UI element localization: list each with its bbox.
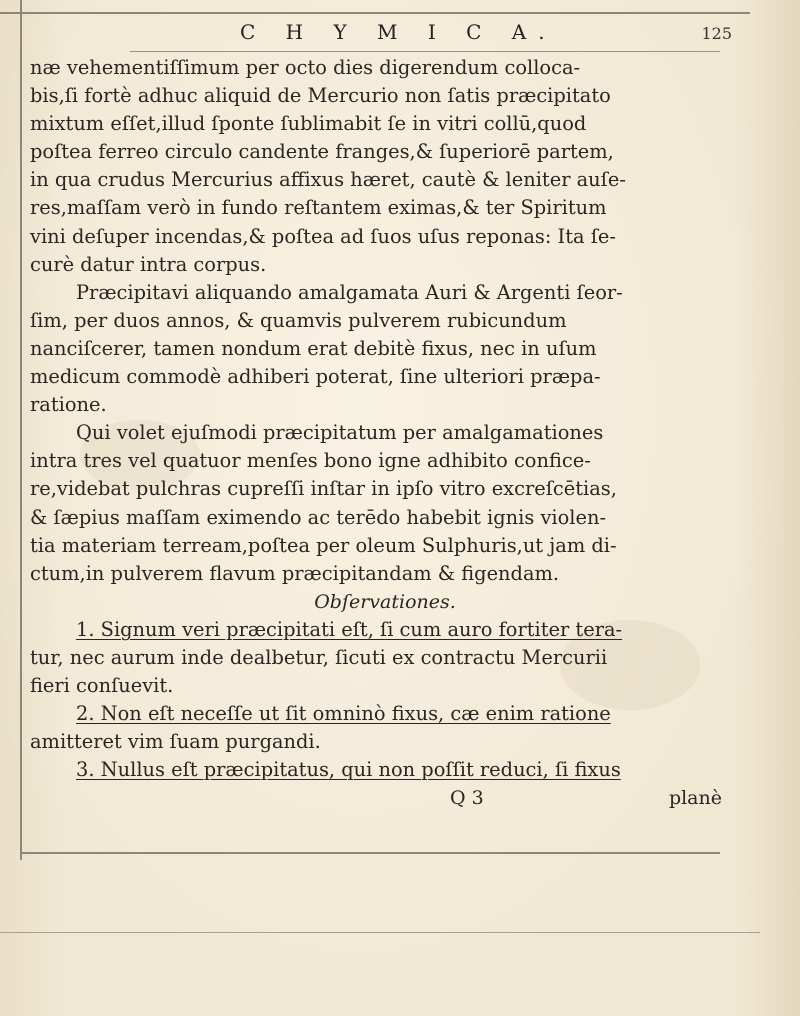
running-title: C H Y M I C A. <box>240 20 557 44</box>
text-line: intra tres vel quatuor menſes bono igne adhibito confice- <box>30 449 591 473</box>
left-border-rule <box>20 0 22 860</box>
text-line: res,maſſam verò in fundo reſtantem eximas,& ter Spiritum <box>30 196 607 220</box>
text-line: ratione. <box>30 393 107 417</box>
text-line: poſtea ferreo circulo candente franges,& ſuperiorē partem, <box>30 140 614 164</box>
text-line: 1. Signum veri præcipitati eſt, ſi cum auro fortiter tera- <box>76 617 623 641</box>
page-edge-line <box>0 932 760 933</box>
catchword: planè <box>668 787 722 810</box>
text-line: næ vehementiſſimum per octo dies digerendum colloca- <box>30 56 581 79</box>
bottom-border-rule <box>20 852 720 854</box>
footer-line <box>30 784 740 812</box>
text-line: vini deſuper incendas,& poſtea ad ſuos uſus reponas: Ita ſe- <box>30 224 616 248</box>
page-header <box>30 18 740 54</box>
observation-2 <box>30 700 740 756</box>
text-line: Qui volet ejuſmodi præcipitatum per amalgamationes <box>76 421 604 445</box>
text-line: bis,ſi fortè adhuc aliquid de Mercurio non ſatis præcipitato <box>30 84 611 108</box>
observation-1 <box>30 616 740 700</box>
top-border-rule <box>0 12 750 14</box>
paragraph-1 <box>30 54 740 279</box>
page-number: 125 <box>701 24 732 43</box>
text-line: ctum,in pulverem flavum præcipitandam & figendam. <box>30 561 560 585</box>
text-line: in qua crudus Mercurius affixus hæret, cautè & leniter auſe- <box>30 168 626 192</box>
text-line: mixtum eſſet,illud ſponte ſublimabit ſe in vitri collū,quod <box>30 112 587 136</box>
text-line: 2. Non eſt neceſſe ut ſit omninò fixus, cæ enim ratione <box>76 702 611 726</box>
paragraph-3 <box>30 419 740 588</box>
header-rule <box>130 51 720 52</box>
text-line: re,videbat pulchras cupreſſi inſtar in ipſo vitro excreſcētias, <box>30 477 617 501</box>
text-line: tur, nec aurum inde dealbetur, ſicuti ex contractu Mercurii <box>30 645 608 669</box>
text-line: curè datur intra corpus. <box>30 252 267 276</box>
text-line: fieri conſuevit. <box>30 674 174 698</box>
text-line: & ſæpius maſſam eximendo ac terēdo habebit ignis violen- <box>30 505 606 529</box>
paragraph-2 <box>30 279 740 419</box>
text-line: 3. Nullus eſt præcipitatus, qui non poſſit reduci, ſi fixus <box>76 758 621 782</box>
signature-mark: Q 3 <box>450 787 484 810</box>
text-line: nanciſcerer, tamen nondum erat debitè fixus, nec in uſum <box>30 336 597 360</box>
observation-3 <box>30 756 740 784</box>
text-line: ſim, per duos annos, & quamvis pulverem rubicundum <box>30 308 567 332</box>
text-line: medicum commodè adhiberi poterat, ſine ulteriori præpa- <box>30 365 601 389</box>
section-heading: Obſervationes. <box>314 590 456 613</box>
text-block <box>30 18 740 813</box>
text-line: Præcipitavi aliquando amalgamata Auri & Argenti ſeor- <box>76 280 623 304</box>
text-line: tia materiam terream,poſtea per oleum Sulphuris,ut jam di- <box>30 533 617 557</box>
text-line: amitteret vim ſuam purgandi. <box>30 730 321 754</box>
